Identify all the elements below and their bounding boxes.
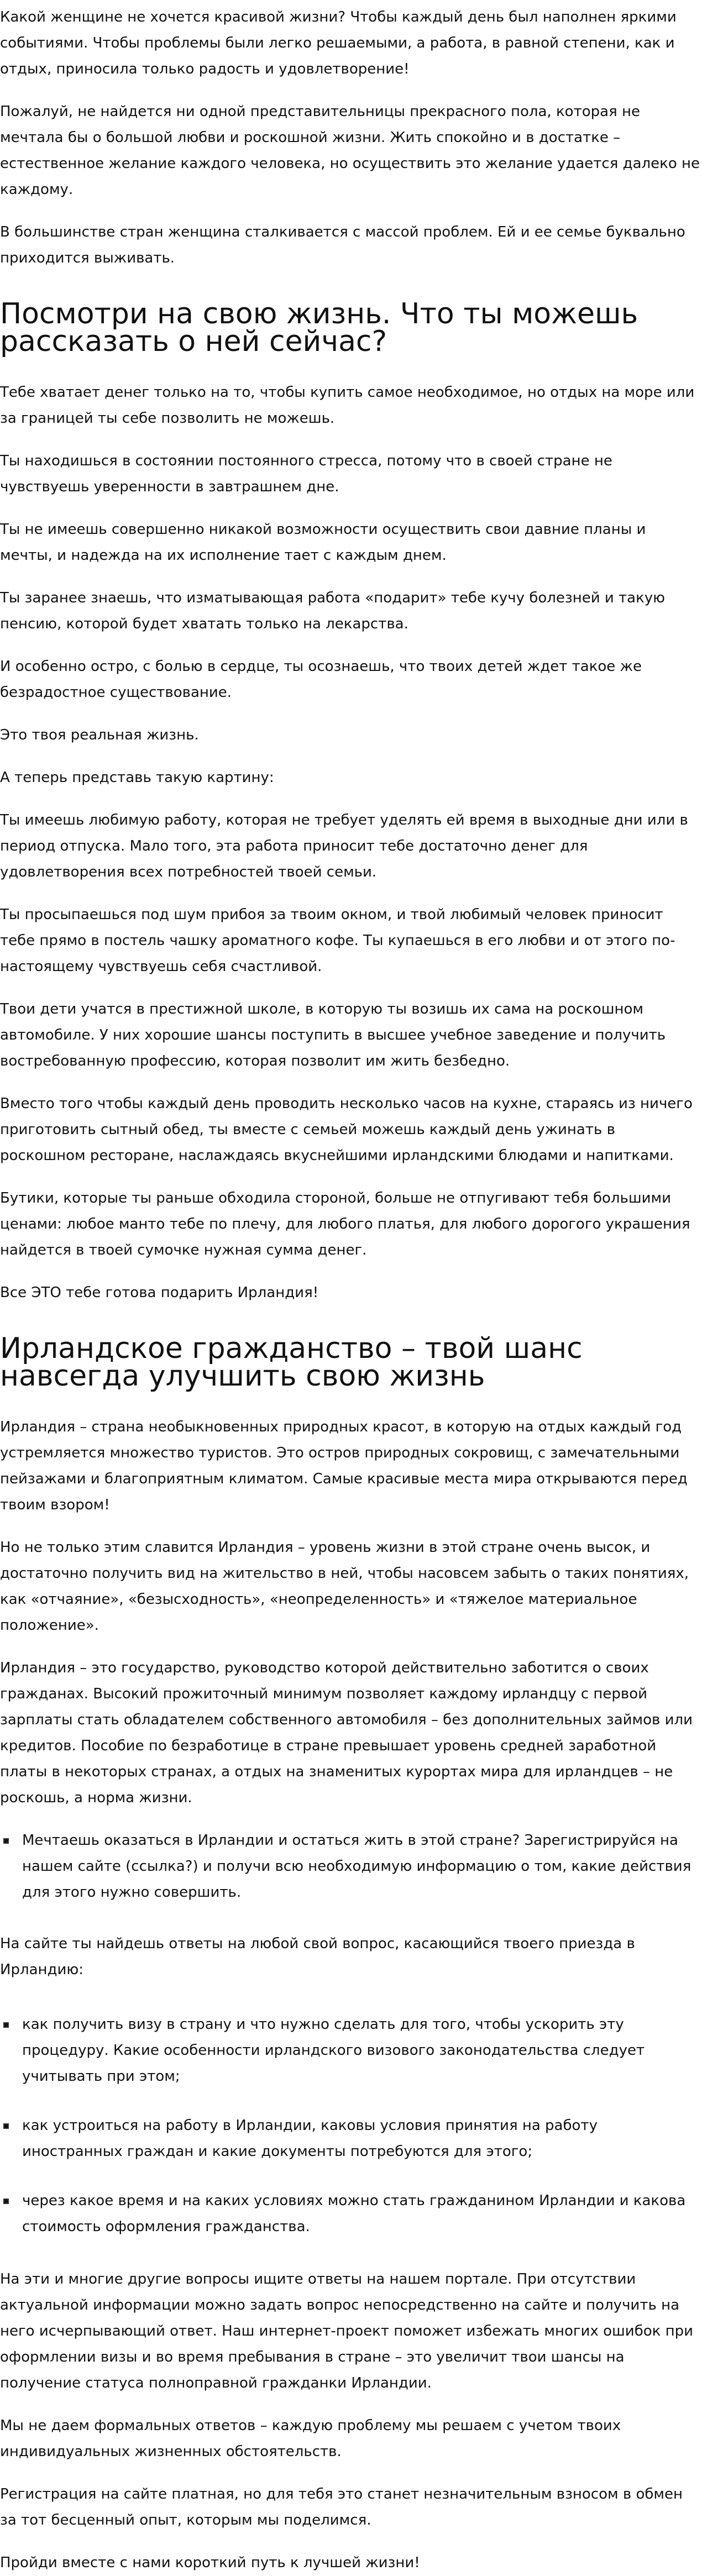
closing-paragraph-2: Мы не даем формальных ответов – каждую проблему мы решаем с учетом твоих индивидуальных жизненных обстоятельств. [0,2417,621,2460]
list-item: Мечтаешь оказаться в Ирландии и остаться жить в этой стране? Зарегистрируйся на нашем сайте (ссылка?) и получи всю необходимую информацию о том, какие действия для этого нужно совершить. [15,1828,702,1906]
section2-paragraph-3: Ирландия – это государство, руководство которой действительно заботится о своих гражданах. Высокий прожиточный минимум позволяет каждому ирландцу с первой зарплаты стать обладателем собственного автомобиля – без дополнительных займов или кредитов. Пособие по безработице в стране превышает уровень средней заработной платы в некоторых странах, а отдых на знаменитых курортах мира для ирландцев – не роскошь, а норма жизни. [0,1660,693,1806]
section1-paragraph-8: Ты имеешь любимую работу, которая не требует уделять ей время в выходные дни или в период отпуска. Мало того, эта работа приносит тебе достаточно денег для удовлетворения всех потребностей твоей семьи. [0,812,688,880]
closing-paragraph-1: На эти и многие другие вопросы ищите ответы на нашем портале. При отсутствии актуальной информации можно задать вопрос непосредственно на сайте и получить на него исчерпывающий ответ. Наш интернет-проект поможет избежать многих ошибок при оформлении визы и во время пребывания в стране – это увеличит твои шансы на получение статуса полноправной гражданки Ирландии. [0,2271,694,2391]
section1-paragraph-13: Все ЭТО тебе готова подарить Ирландия! [0,1284,319,1301]
list-item: как устроиться на работу в Ирландии, каковы условия принятия на работу иностранных граждан и какие документы потребуются для этого; [15,2113,702,2165]
intro-paragraph-2: Пожалуй, не найдется ни одной представительницы прекрасного пола, которая не мечтала бы о большой любви и роскошной жизни. Жить спокойно и в достатке – естественное желание каждого человека, но осуществить это желание удается далеко не каждому. [0,103,700,198]
section1-paragraph-6: Это твоя реальная жизнь. [0,727,199,743]
section2-paragraph-1: Ирландия – страна необыкновенных природных красот, в которую на отдых каждый год устремляется множество туристов. Это остров природных сокровищ, с замечательными пейзажами и благоприятным климатом. Самые красивые места мира открываются перед твоим взором! [0,1419,688,1513]
list-item: через какое время и на каких условиях можно стать гражданином Ирландии и какова стоимость оформления гражданства. [15,2188,702,2240]
section1-paragraph-12: Бутики, которые ты раньше обходила стороной, больше не отпугивают тебя большими ценами: любое манто тебе по плечу, для любого платья, для любого дорогого украшения найдется в твоей сумочке нужная сумма денег. [0,1190,690,1258]
section-heading-citizenship: Ирландское гражданство – твой шанс навсегда улучшить свою жизнь [0,1332,583,1393]
section1-paragraph-3: Ты не имеешь совершенно никакой возможности осуществить свои давние планы и мечты, и надежда на их исполнение тает с каждым днем. [0,521,646,564]
section2-paragraph-2: Но не только этим славится Ирландия – уровень жизни в этой стране очень высок, и достаточно получить вид на жительство в ней, чтобы насовсем забыть о таких понятиях, как «отчаяние», «безысходность», «неопределенность» и «тяжелое материальное положение». [0,1539,689,1634]
section1-paragraph-4: Ты заранее знаешь, что изматывающая работа «подарит» тебе кучу болезней и такую пенсию, которой будет хватать только на лекарства. [0,590,666,632]
intro-paragraph-1: Какой женщине не хочется красивой жизни? Чтобы каждый день был наполнен яркими событиями. Чтобы проблемы были легко решаемыми, а работа, в равной степени, как и отдых, приносила только радость и удовлетворение! [0,9,677,77]
list-item: как получить визу в страну и что нужно сделать для того, чтобы ускорить эту процедуру. Какие особенности ирландского визового законодательства следует учитывать при этом; [15,2012,702,2090]
section1-paragraph-10: Твои дети учатся в престижной школе, в которую ты возишь их сама на роскошном автомобиле. У них хорошие шансы поступить в высшее учебное заведение и получить востребованную профессию, которая позволит им жить безбедно. [0,1001,666,1069]
list-intro: На сайте ты найдешь ответы на любой свой вопрос, касающийся твоего приезда в Ирландию: [0,1935,635,1978]
section1-paragraph-11: Вместо того чтобы каждый день проводить несколько часов на кухне, стараясь из ничего приготовить сытный обед, ты вместе с семьей можешь каждый день ужинать в роскошном ресторане, наслаждаясь вкуснейшими ирландскими блюдами и напитками. [0,1095,693,1164]
intro-paragraph-3: В большинстве стран женщина сталкивается с массой проблем. Ей и ее семье буквально приходится выживать. [0,224,685,266]
section1-paragraph-7: А теперь представь такую картину: [0,769,274,786]
section-heading-life: Посмотри на свою жизнь. Что ты можешь рассказать о ней сейчас? [0,297,638,358]
registration-bullet-list [0,1828,702,1906]
section1-paragraph-2: Ты находишься в состоянии постоянного стресса, потому что в своей стране не чувствуешь уверенности в завтрашнем дне. [0,453,612,495]
section1-paragraph-9: Ты просыпаешься под шум прибоя за твоим окном, и твой любимый человек приносит тебе прямо в постель чашку ароматного кофе. Ты купаешься в его любви и от этого по-настоящему чувствуешь себя счастливой. [0,906,675,975]
questions-bullet-list [0,2012,702,2240]
section1-paragraph-5: И особенно остро, с болью в сердце, ты осознаешь, что твоих детей ждет такое же безрадостное существование. [0,658,642,701]
closing-paragraph-3: Регистрация на сайте платная, но для тебя это станет незначительным взносом в обмен за тот бесценный опыт, которым мы поделимся. [0,2486,683,2528]
section1-paragraph-1: Тебе хватает денег только на то, чтобы купить самое необходимое, но отдых на море или за границей ты себе позволить не можешь. [0,384,695,427]
closing-paragraph-4: Пройди вместе с нами короткий путь к лучшей жизни! [0,2554,420,2571]
